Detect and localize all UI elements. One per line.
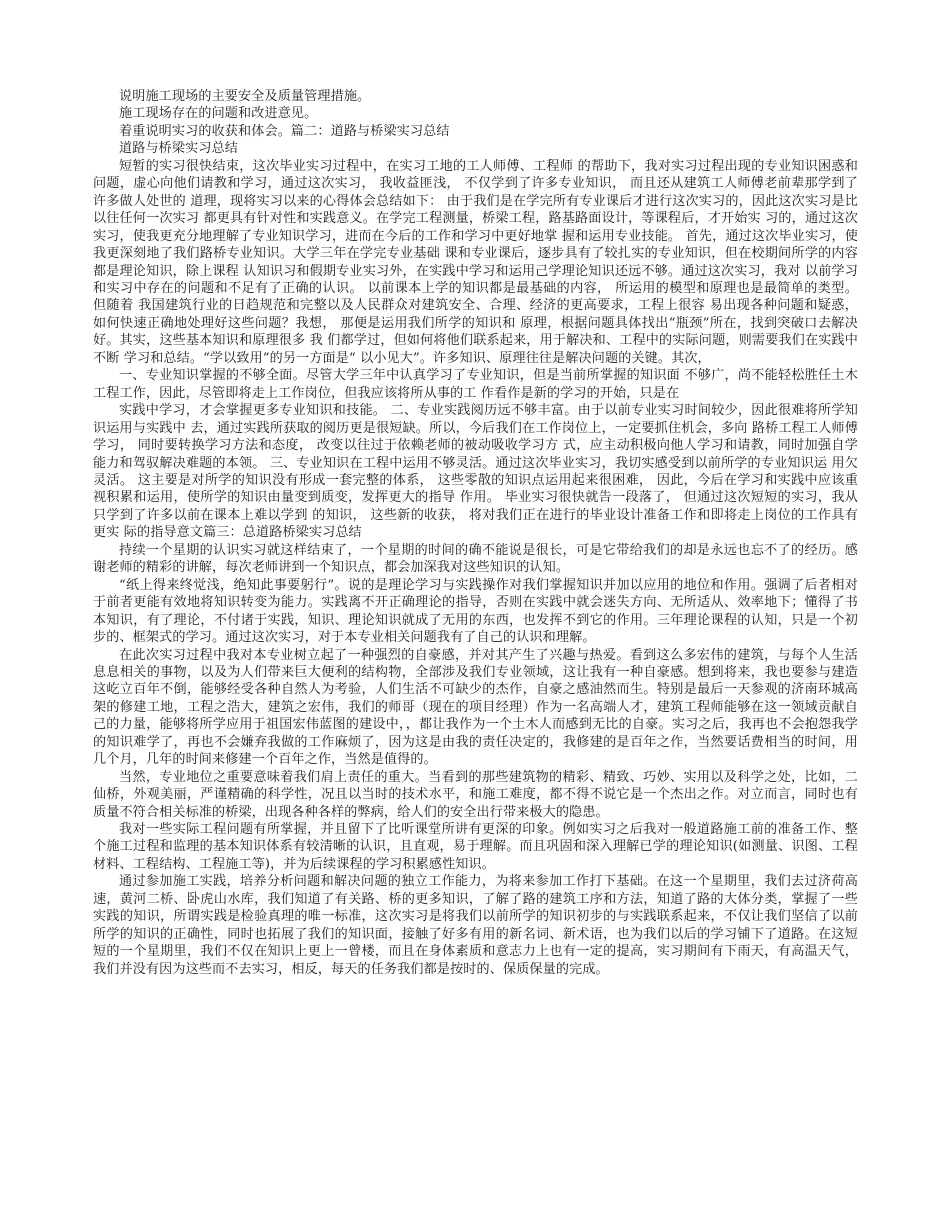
- paragraph: 一、专业知识掌握的不够全面。尽管大学三年中认真学习了专业知识，但是当前所掌握的知识面 不够广，尚不能轻松胜任土木工程工作，因此，尽管即将走上工作岗位，但我应该将所从事的工 作看作是新的学习的开始，只是在: [93, 368, 858, 401]
- paragraph: 在此次实习过程中我对本专业树立起了一种强烈的自豪感，并对其产生了兴趣与热爱。看到这么多宏伟的建筑，与每个人生活息息相关的事物，以及为人们带来巨大便利的结构物，全部涉及我们专业领域，这让我有一种自豪感。想到将来，我也要参与建造这屹立百年不倒，能够经受各种自然人为考验，人们生活不可缺少的杰作，自豪之感油然而生。特别是最后一天参观的济南环城高架的修建工地，工程之浩大，建筑之宏伟，我们的师哥（现在的项目经理）作为一名高端人才，建筑工程师能够在这一领域贡献自己的力量，能够将所学应用于祖国宏伟蓝图的建设中，，都让我作为一个土木人而感到无比的自豪。实习之后，我再也不会抱怨我学的知识难学了，再也不会嫌弃我做的工作麻烦了，因为这是由我的责任决定的，我修建的是百年之作，当然要话费相当的时间，用几个月，几年的时间来修建一个百年之作，当然是值得的。: [93, 647, 858, 768]
- paragraph: 通过参加施工实践，培养分析问题和解决问题的独立工作能力，为将来参加工作打下基础。在这一个星期里，我们去过济荷高速，黄河二桥、卧虎山水库，我们知道了有关路、桥的更多知识，了解了路的建筑工序和方法，知道了路的大体分类，掌握了一些实践的知识，所谓实践是检验真理的唯一标准，这次实习是将我们以前所学的知识初步的与实践联系起来，不仅让我们坚信了以前所学的知识的正确性，同时也拓展了我们的知识面，接触了好多有用的新名词、新术语，也为我们以后的学习铺下了道路。在这短短的一个星期里，我们不仅在知识上更上一曾楼，而且在身体素质和意志力上也有一定的提高，实习期间有下雨天，有高温天气，我们并没有因为这些而不去实习，相反，每天的任务我们都是按时的、保质保量的完成。: [93, 874, 858, 977]
- paragraph: “纸上得来终觉浅，绝知此事要躬行”。说的是理论学习与实践操作对我们掌握知识并加以应用的地位和作用。强调了后者相对于前者更能有效地将知识转变为能力。实践离不开正确理论的指导，否则在实践中就会迷失方向、无所适从、效率地下；懂得了书本知识，有了理论，不付诸于实践，知识、理论知识就成了无用的东西，也发挥不到它的作用。三年理论课程的认知，只是一个初步的、框架式的学习。通过这次实习，对于本专业相关问题我有了自己的认识和理解。: [93, 577, 858, 646]
- paragraph: 说明施工现场的主要安全及质量管理措施。: [119, 89, 371, 104]
- paragraph: 道路与桥梁实习总结: [119, 141, 239, 157]
- document-body: [93, 88, 858, 978]
- paragraph: 我对一些实际工程问题有所掌握，并且留下了比听课堂所讲有更深的印象。例如实习之后我对一般道路施工前的准备工作、整个施工过程和监理的基本知识体系有较清晰的认识，且直观，易于理解。而且巩固和深入理解已学的理论知识(如测量、识图、工程材料、工程结构、工程施工等)，并为后续课程的学习积累感性知识。: [93, 822, 858, 872]
- paragraph: 当然，专业地位之重要意味着我们肩上责任的重大。当看到的那些建筑物的精彩、精致、巧妙、实用以及科学之处，比如，二仙桥，外观美丽，严谨精确的科学性，况且以当时的技术水平，和施工难度，都不得不说它是一个杰出之作。对立而言，同时也有质量不符合相关标准的桥梁，出现各种各样的弊病，给人们的安全出行带来极大的隐患。: [93, 769, 858, 820]
- paragraph: 短暂的实习很快结束，这次毕业实习过程中，在实习工地的工人师傅、工程师 的帮助下，我对实习过程出现的专业知识困惑和问题，虚心向他们请教和学习，通过这次实习， 我收益匪浅， 不仅学到了许多专业知识， 而且还从建筑工人师傅老前辈那学到了许多做人处世的 道理，现将实习以来的心得体会总结如下： 由于我们是在学完所有专业课后才进行这次实习的，因此这次实习是比以往任何一次实习 都更具有针对性和实践意义。在学完工程测量，桥梁工程，路基路面设计，等课程后，才开始实 习的，通过这次实习，使我更充分地理解了专业知识学习，进而在今后的工作和学习中更好地掌 握和运用专业技能。 首先，通过这次毕业实习，使我更深刻地了我们路桥专业知识。大学三年在学完专业基础 课和专业课后，逐步具有了较扎实的专业知识，但在校期间所学的内容都是理论知识，除上课程 认知识习和假期专业实习外，在实践中学习和运用己学理论知识还远不够。通过这次实习，我对 以前学习和实习中存在的问题和不足有了正确的认识。 以前课本上学的知识都是最基础的内容， 所运用的模型和原理也是最简单的类型。 但随着 我国建筑行业的日趋规范和完整以及人民群众对建筑安全、合理、经济的更高要求，工程上很容 易出现各种问题和疑惑， 如何快速正确地处理好这些问题？我想， 那便是运用我们所学的知识和 原理，根据问题具体找出“瓶颈”所在，找到突破口去解决好。其实，这些基本知识和原理很多 我 们都学过，但如何将他们联系起来，用于解决和、工程中的实际问题，则需要我们在实践中不断 学习和总结。“学以致用”的另一方面是“ 以小见大”。许多知识、原理往往是解决问题的关键。其次，: [93, 158, 858, 366]
- paragraph: 实践中学习，才会掌握更多专业知识和技能。 二、专业实践阅历远不够丰富。由于以前专业实习时间较少，因此很难将所学知识运用与实践中 去，通过实践所获取的阅历更是很短缺。所以，今后我们在工作岗位上，一定要抓住机会，多向 路桥工程工人师傅学习， 同时要转换学习方法和态度， 改变以往过于依赖老师的被动吸收学习方 式，应主动积极向他人学习和请教，同时加强自学能力和驾驭解决难题的本领。 三、专业知识在工程中运用不够灵活。通过这次毕业实习，我切实感受到以前所学的专业知识运 用欠灵活。 这主要是对所学的知识没有形成一套完整的体系， 这些零散的知识点运用起来很困难， 因此，今后在学习和实践中应该重视积累和运用，使所学的知识由量变到质变，发挥更大的指导 作用。 毕业实习很快就告一段落了， 但通过这次短短的实习，我从只学到了许多以前在课本上难以学到 的知识， 这些新的收获， 将对我们正在进行的毕业设计准备工作和即将走上岗位的工作具有更实 际的指导意文篇三：总道路桥梁实习总结: [93, 403, 858, 541]
- paragraph: 持续一个星期的认识实习就这样结束了，一个星期的时间的确不能说是很长，可是它带给我们的却是永远也忘不了的经历。感谢老师的精彩的讲解，每次老师讲到一个知识点，都会加深我对这些知识的认知。: [93, 542, 858, 576]
- paragraph: 施工现场存在的问题和改进意见。: [119, 106, 318, 122]
- paragraph: 着重说明实习的收获和体会。篇二：道路与桥梁实习总结: [119, 123, 450, 139]
